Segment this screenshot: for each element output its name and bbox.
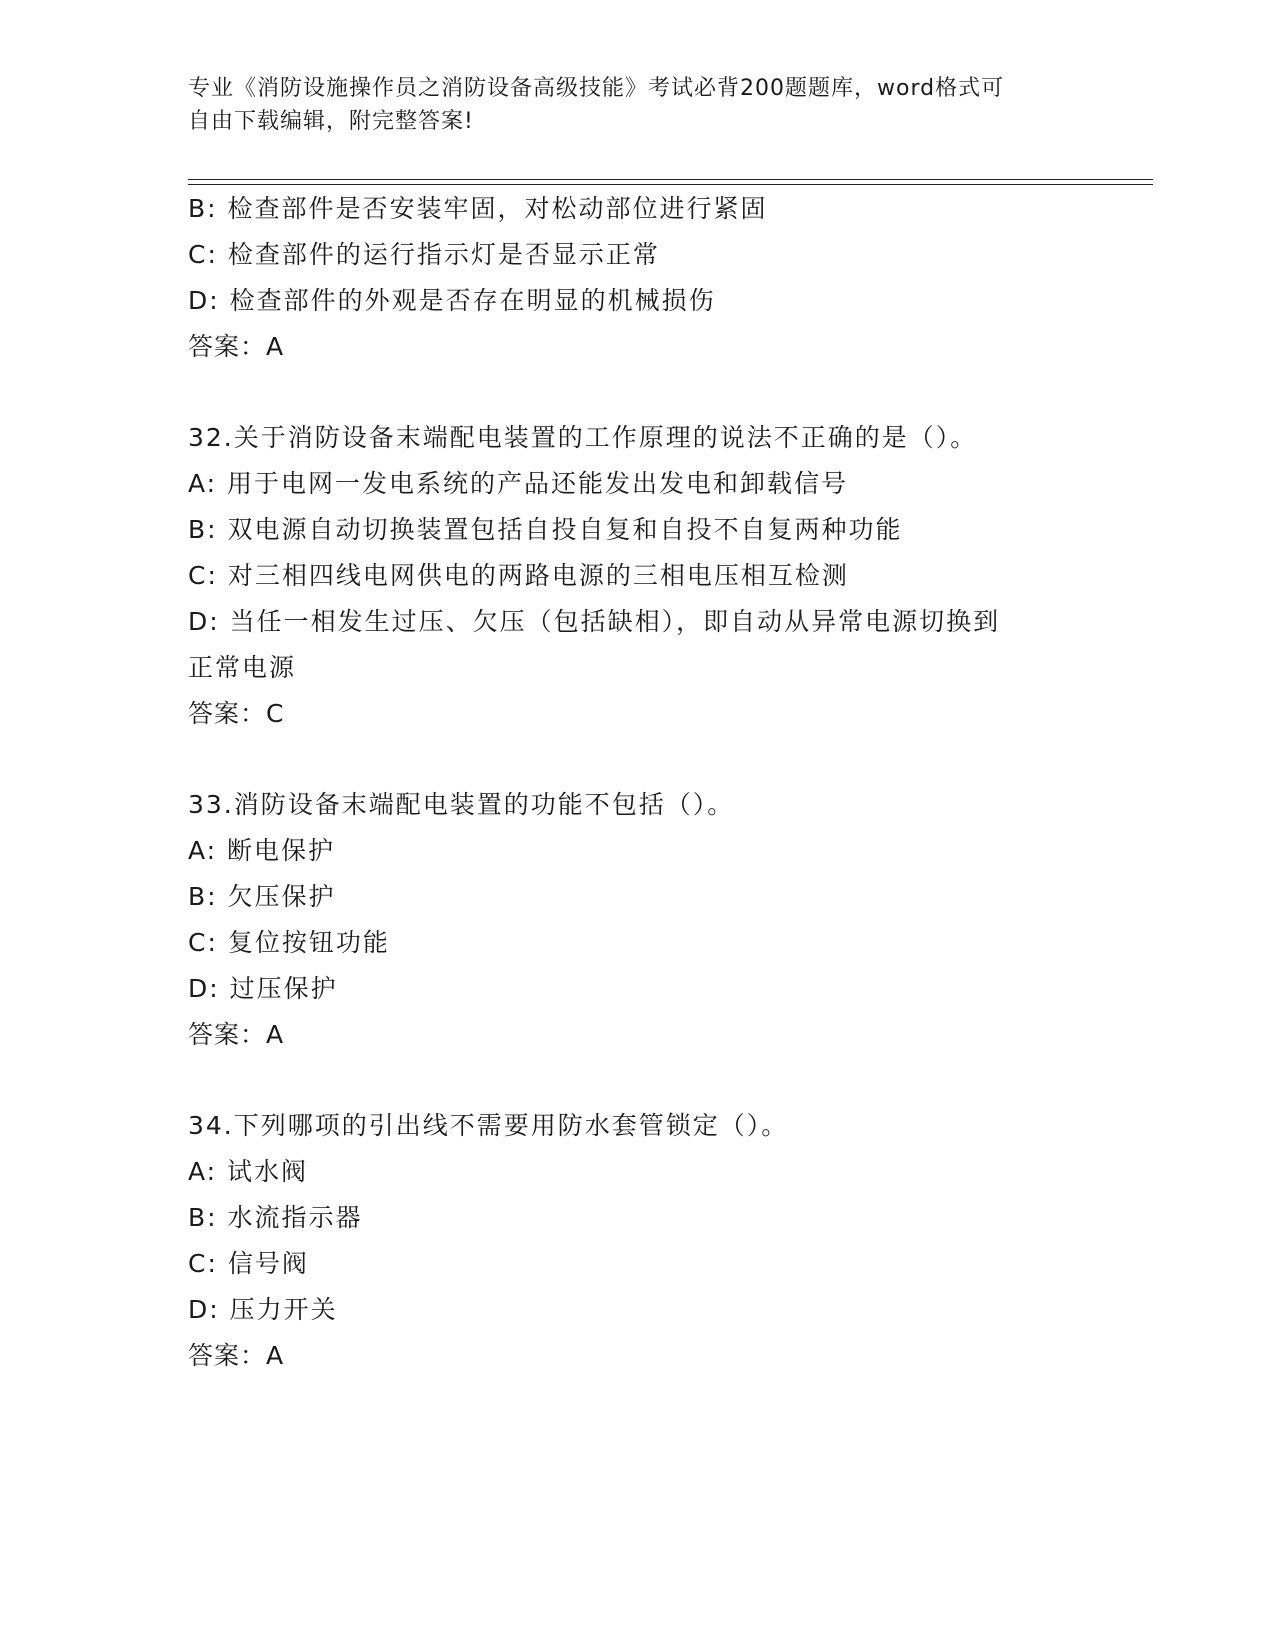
header-divider-top bbox=[188, 179, 1153, 180]
option-a: A: 断电保护 bbox=[188, 836, 336, 865]
answer-line: 答案：A bbox=[188, 1341, 285, 1370]
option-c: C: 检查部件的运行指示灯是否显示正常 bbox=[188, 240, 660, 269]
option-a: A: 试水阀 bbox=[188, 1157, 309, 1186]
question-31-continued bbox=[188, 186, 1088, 370]
document-header bbox=[188, 72, 1088, 138]
answer-line: 答案：A bbox=[188, 1020, 285, 1049]
question-stem: 34.下列哪项的引出线不需要用防水套管锁定（）。 bbox=[188, 1111, 789, 1140]
option-d: D: 当任一相发生过压、欠压（包括缺相），即自动从异常电源切换到 bbox=[188, 607, 1001, 636]
question-stem: 32.关于消防设备末端配电装置的工作原理的说法不正确的是（）。 bbox=[188, 423, 978, 452]
spacer bbox=[188, 737, 1088, 782]
question-33 bbox=[188, 782, 1088, 1058]
question-32 bbox=[188, 415, 1088, 737]
question-34 bbox=[188, 1103, 1088, 1379]
option-d-continuation: 正常电源 bbox=[188, 653, 297, 682]
option-d: D: 压力开关 bbox=[188, 1295, 338, 1324]
answer-line: 答案：A bbox=[188, 332, 285, 361]
option-d: D: 过压保护 bbox=[188, 974, 338, 1003]
option-b: B: 双电源自动切换装置包括自投自复和自投不自复两种功能 bbox=[188, 515, 903, 544]
question-list bbox=[188, 186, 1088, 1379]
option-a: A: 用于电网一发电系统的产品还能发出发电和卸载信号 bbox=[188, 469, 849, 498]
option-c: C: 信号阀 bbox=[188, 1249, 309, 1278]
option-b: B: 水流指示器 bbox=[188, 1203, 363, 1232]
header-line-1: 专业《消防设施操作员之消防设备高级技能》考试必背200题题库，word格式可 bbox=[188, 76, 1005, 101]
option-c: C: 对三相四线电网供电的两路电源的三相电压相互检测 bbox=[188, 561, 849, 590]
spacer bbox=[188, 1058, 1088, 1103]
option-c: C: 复位按钮功能 bbox=[188, 928, 390, 957]
header-divider-bottom bbox=[188, 184, 1153, 185]
header-line-2: 自由下载编辑，附完整答案! bbox=[188, 109, 474, 134]
question-stem: 33.消防设备末端配电装置的功能不包括（）。 bbox=[188, 790, 735, 819]
option-b: B: 欠压保护 bbox=[188, 882, 336, 911]
option-b: B: 检查部件是否安装牢固，对松动部位进行紧固 bbox=[188, 194, 768, 223]
answer-line: 答案：C bbox=[188, 699, 285, 728]
option-d: D: 检查部件的外观是否存在明显的机械损伤 bbox=[188, 286, 716, 315]
spacer bbox=[188, 370, 1088, 415]
